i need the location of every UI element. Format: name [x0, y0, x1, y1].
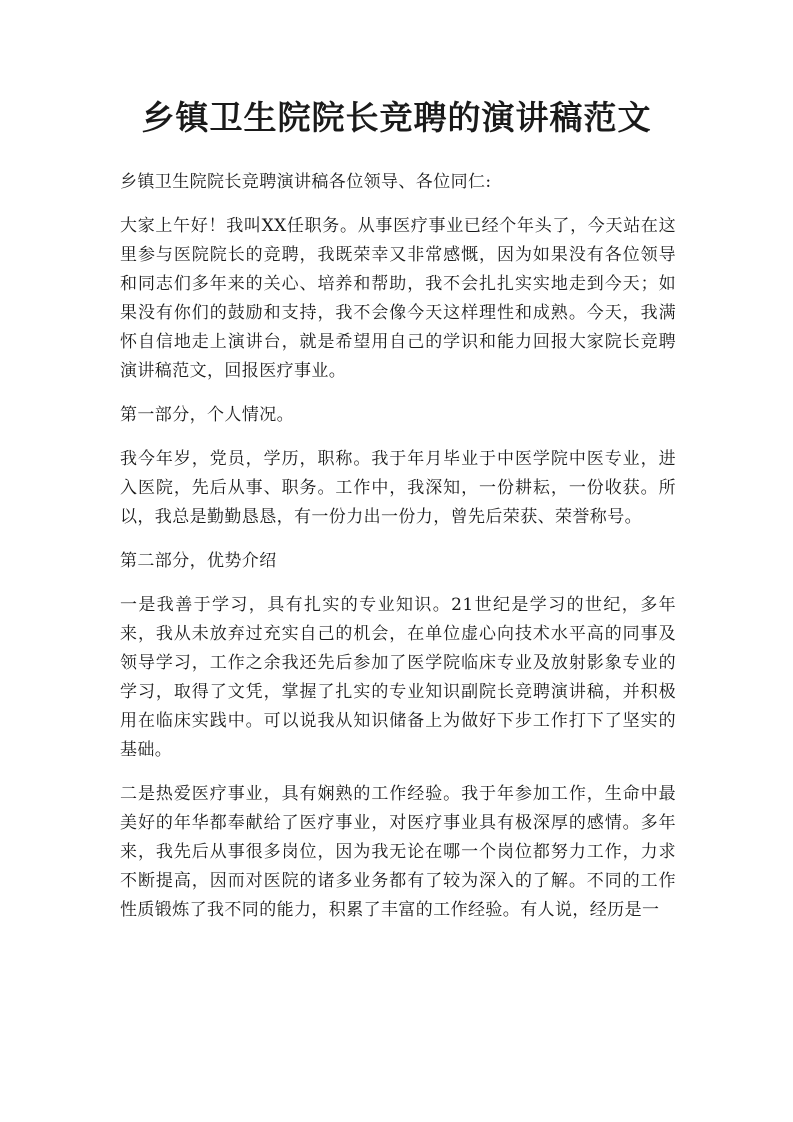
greeting-paragraph: 乡镇卫生院院长竞聘演讲稿各位领导、各位同仁:	[120, 172, 492, 192]
opening-paragraph: 大家上午好！我叫XX任职务。从事医疗事业已经个年头了，今天站在这里参与医院院长的竞聘，我既荣幸又非常感慨，因为如果没有各位领导和同志们多年来的关心、培养和帮助，我不会扎扎实实地走到今天；如果没有你们的鼓励和支持，我不会像今天这样理性和成熟。今天，我满怀自信地走上演讲台，就是希望用自己的学识和能力回报大家院长竞聘演讲稿范文，回报医疗事业。	[120, 216, 676, 381]
strength-one-paragraph: 一是我善于学习，具有扎实的专业知识。21世纪是学习的世纪，多年来，我从未放弃过充实自己的机会，在单位虚心向技术水平高的同事及领导学习，工作之余我还先后参加了医学院临床专业及放射影象专业的学习，取得了文凭，掌握了扎实的专业知识副院长竞聘演讲稿，并积极用在临床实践中。可以说我从知识储备上为做好下步工作打下了坚实的基础。	[120, 595, 676, 760]
section-heading-strengths: 第二部分，优势介绍	[120, 551, 277, 571]
personal-info-paragraph: 我今年岁，党员，学历，职称。我于年月毕业于中医学院中医专业，进入医院，先后从事、职务。工作中，我深知，一份耕耘，一份收获。所以，我总是勤勤恳恳，有一份力出一份力，曾先后荣获、荣誉称号。	[120, 449, 676, 527]
document-title: 乡镇卫生院院长竞聘的演讲稿范文	[141, 98, 652, 137]
document-body	[120, 168, 676, 940]
strength-two-paragraph: 二是热爱医疗事业，具有娴熟的工作经验。我于年参加工作，生命中最美好的年华都奉献给了医疗事业，对医疗事业具有极深厚的感情。多年来，我先后从事很多岗位，因为我无论在哪一个岗位都努力工作，力求不断提高，因而对医院的诸多业务都有了较为深入的了解。不同的工作性质锻炼了我不同的能力，积累了丰富的工作经验。有人说，经历是一	[120, 784, 676, 920]
section-heading-personal: 第一部分，个人情况。	[120, 405, 294, 425]
